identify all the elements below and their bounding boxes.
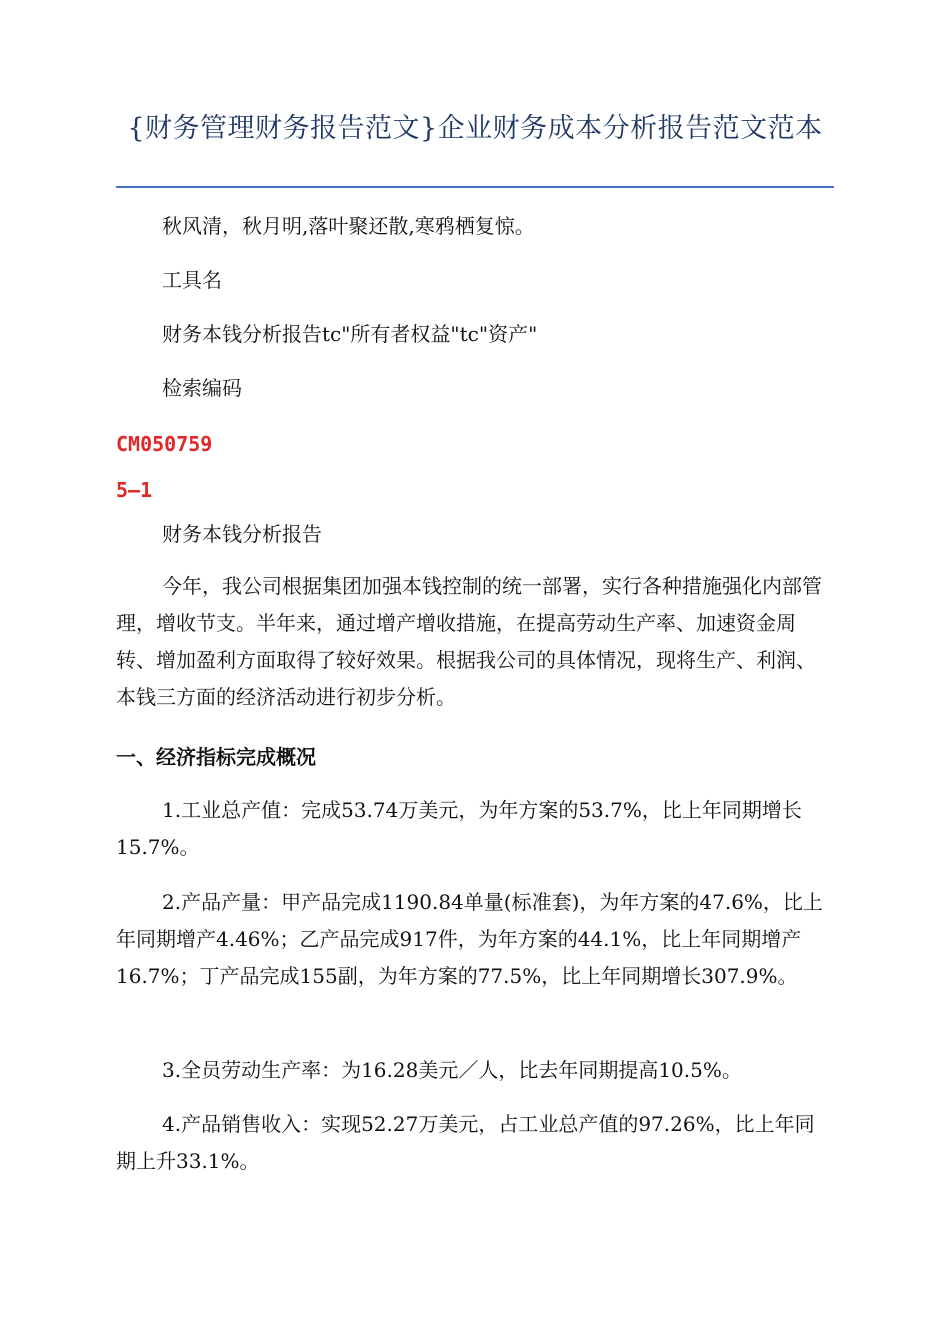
- poem-line: 秋风清，秋月明,落叶聚还散,寒鸦栖复惊。: [162, 214, 535, 238]
- item-labor-productivity: 3.全员劳动生产率：为16.28美元／人，比去年同期提高10.5%。: [162, 1058, 742, 1082]
- tool-name-label: 工具名: [162, 268, 222, 292]
- tool-name-value: 财务本钱分析报告tc"所有者权益"tc"资产": [162, 322, 538, 346]
- section-heading: 一、经济指标完成概况: [116, 745, 316, 769]
- code-number: CM050759: [116, 432, 213, 456]
- item-product-output: 2.产品产量：甲产品完成1190.84单量(标准套)，为年方案的47.6%，比上年同期增产4.46%；乙产品完成917件，为年方案的44.1%，比上年同期增产16.7%；丁产品完成155副，为年方案的77.5%，比上年同期增长307.9%。: [116, 890, 823, 988]
- intro-paragraph: 今年，我公司根据集团加强本钱控制的统一部署，实行各种措施强化内部管理，增收节支。半年来，通过增产增收措施，在提高劳动生产率、加速资金周转、增加盈利方面取得了较好效果。根据我公司的具体情况，现将生产、利润、本钱三方面的经济活动进行初步分析。: [116, 574, 822, 709]
- title-underline: [116, 186, 834, 188]
- item-industrial-output: 1.工业总产值：完成53.74万美元，为年方案的53.7%，比上年同期增长15.7%。: [116, 798, 802, 859]
- document-title: {财务管理财务报告范文}企业财务成本分析报告范文范本: [127, 113, 823, 144]
- search-code-label: 检索编码: [162, 376, 242, 400]
- item-sales-revenue: 4.产品销售收入：实现52.27万美元，占工业总产值的97.26%，比上年同期上升33.1%。: [116, 1112, 815, 1173]
- report-title: 财务本钱分析报告: [162, 522, 322, 546]
- code-sub-number: 5—1: [116, 478, 153, 502]
